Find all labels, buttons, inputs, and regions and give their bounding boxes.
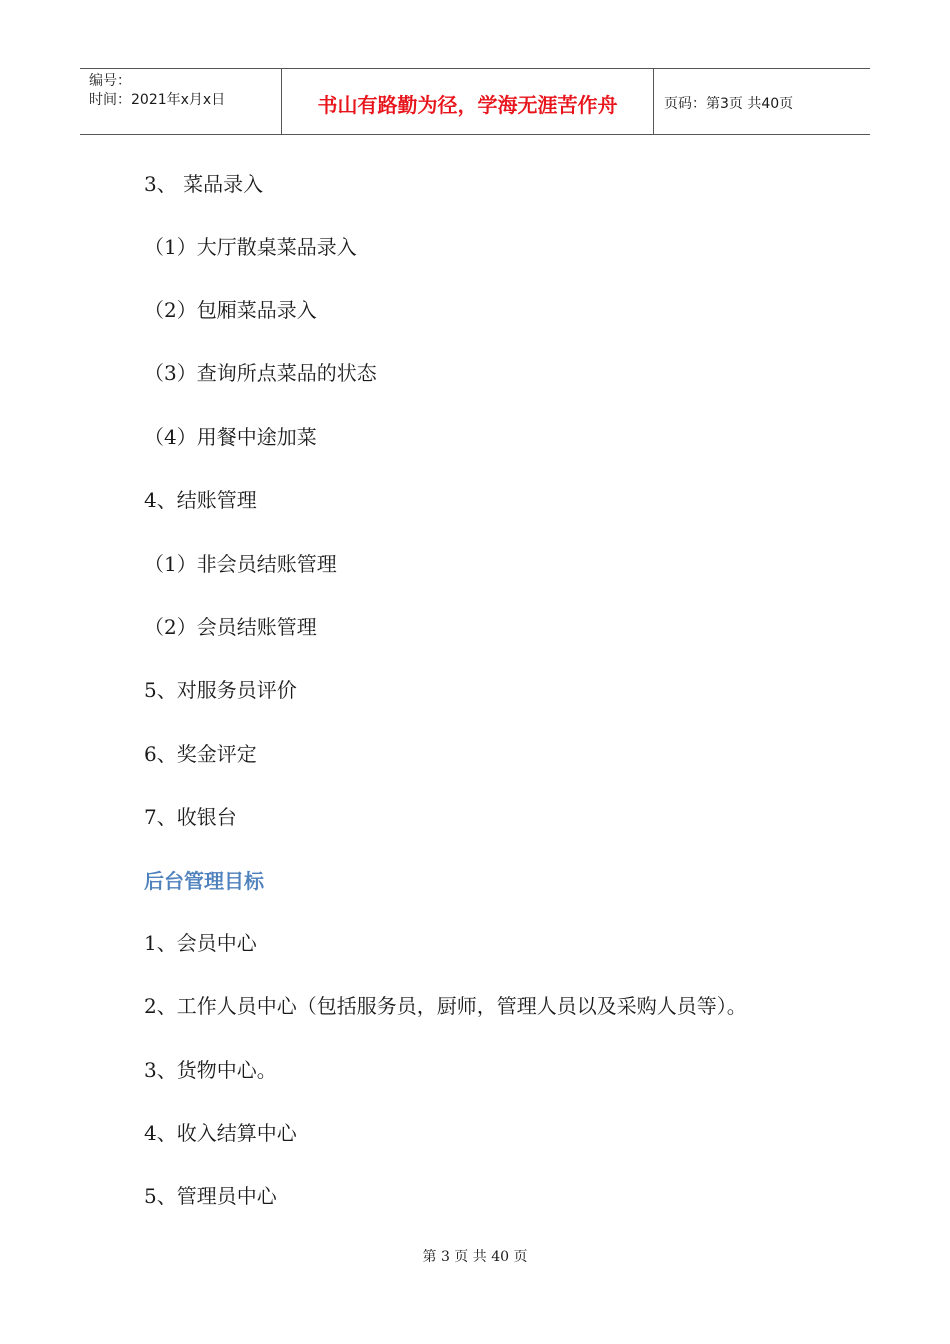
item-bonus-assessment: 6、奖金评定 [144, 742, 257, 766]
item-dish-entry: 3、 菜品录入 [144, 172, 264, 196]
item-goods-center: 3、货物中心。 [144, 1058, 277, 1082]
item-member-center: 1、会员中心 [144, 931, 257, 955]
item-add-dish-midmeal: （4）用餐中途加菜 [144, 425, 317, 449]
header-number-label: 编号： [89, 73, 131, 89]
item-admin-center: 5、管理员中心 [144, 1184, 277, 1208]
item-hall-dish-entry: （1）大厅散桌菜品录入 [144, 235, 357, 259]
item-cashier: 7、收银台 [144, 805, 237, 829]
section-heading-backend-goals: 后台管理目标 [144, 869, 264, 893]
page-footer: 第 3 页 共 40 页 [422, 1249, 528, 1265]
item-non-member-checkout: （1）非会员结账管理 [144, 552, 337, 576]
item-checkout-management: 4、结账管理 [144, 488, 257, 512]
page-header [80, 68, 870, 135]
item-member-checkout: （2）会员结账管理 [144, 615, 317, 639]
item-staff-center: 2、工作人员中心（包括服务员，厨师，管理人员以及采购人员等）。 [144, 994, 747, 1018]
header-meta [80, 69, 282, 134]
header-page-info: 页码：第3页 共40页 [664, 95, 794, 112]
item-dish-status-query: （3）查询所点菜品的状态 [144, 361, 377, 385]
item-waiter-evaluation: 5、对服务员评价 [144, 678, 297, 702]
item-private-room-dish-entry: （2）包厢菜品录入 [144, 298, 317, 322]
item-income-settlement-center: 4、收入结算中心 [144, 1121, 297, 1145]
header-time-label: 时间：2021年x月x日 [89, 92, 226, 108]
header-motto: 书山有路勤为径，学海无涯苦作舟 [282, 69, 654, 134]
